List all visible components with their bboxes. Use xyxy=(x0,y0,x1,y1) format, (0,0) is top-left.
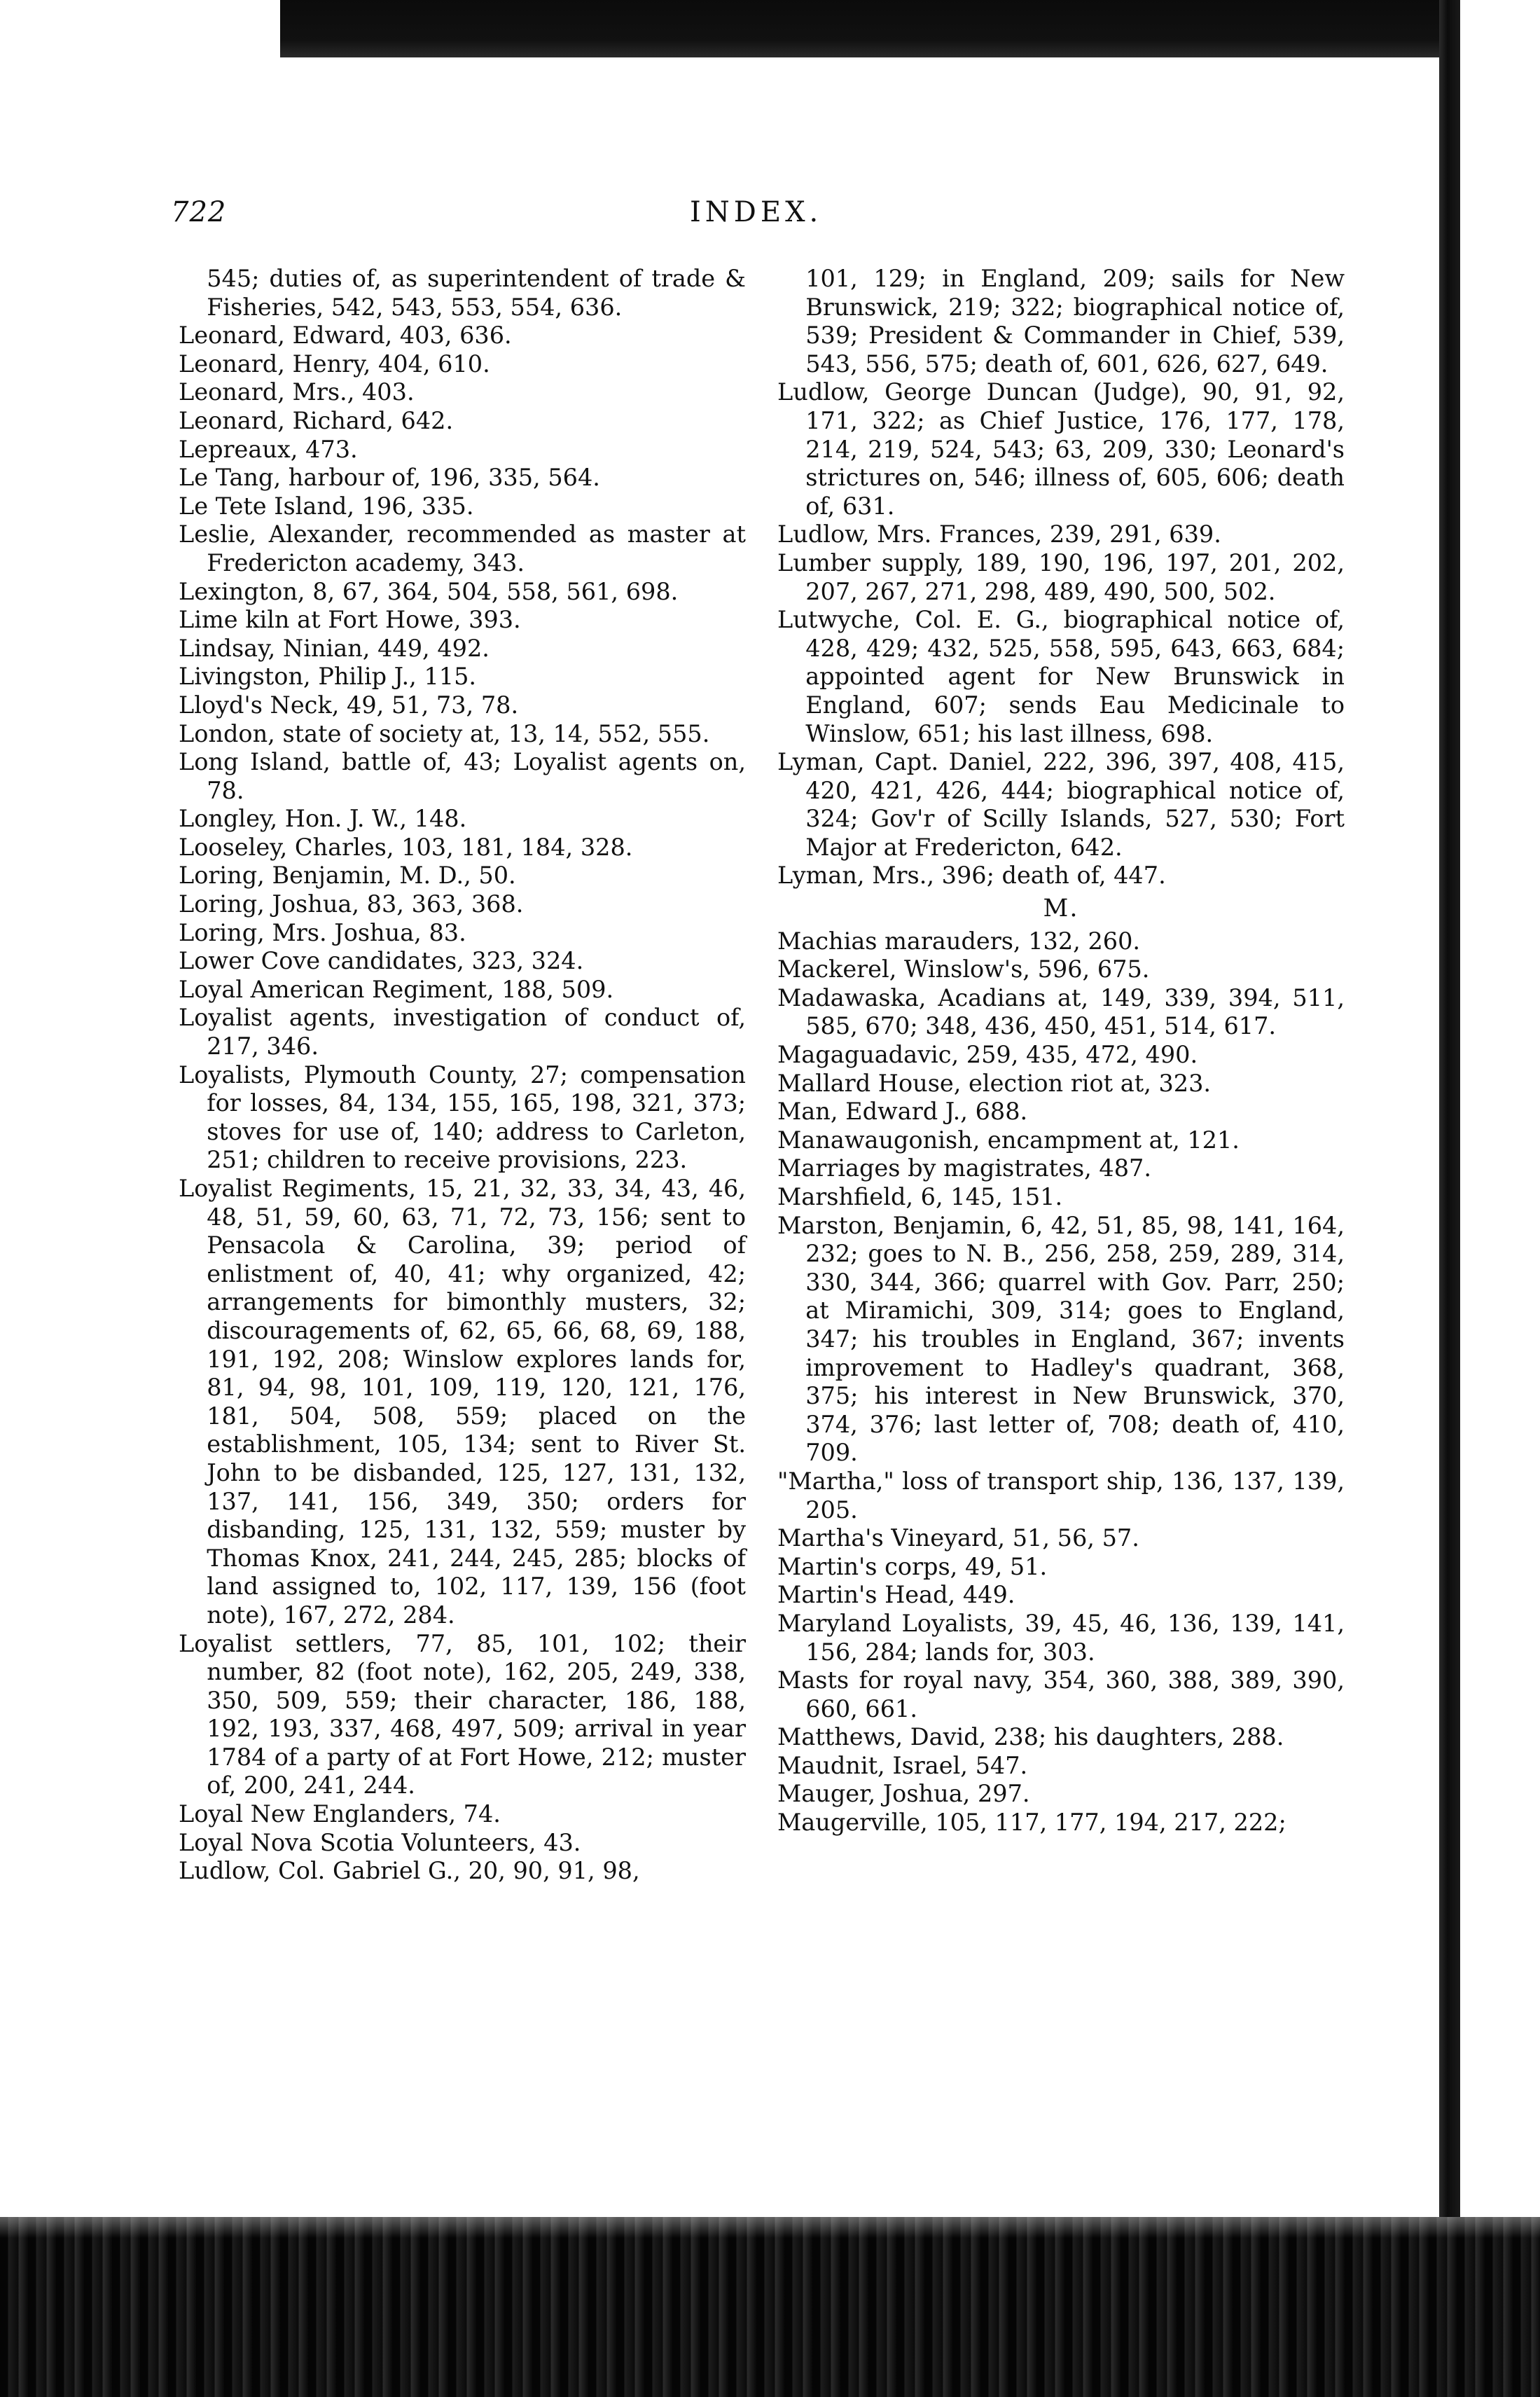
index-entry: Loyalist Regiments, 15, 21, 32, 33, 34, 43, 46, 48, 51, 59, 60, 63, 71, 72, 73, 156; sent to Pensacola & Carolina, 39; period of enlistment of, 40, 41; why organized, 42; arrangements for bimonthly musters, 32; discouragements of, 62, 65, 66, 68, 69, 188, 191, 192, 208; Winslow explores lands for, 81, 94, 98, 101, 109, 119, 120, 121, 176, 181, 504, 508, 559; placed on the establishment, 105, 134; sent to River St. John to be disbanded, 125, 127, 131, 132, 137, 141, 156, 349, 350; orders for disbanding, 125, 131, 132, 559; muster by Thomas Knox, 241, 244, 245, 285; blocks of land assigned to, 102, 117, 139, 156 (foot note), 167, 272, 284. xyxy=(179,1175,746,1629)
index-entry: Lepreaux, 473. xyxy=(179,435,358,463)
index-entry: Looseley, Charles, 103, 181, 184, 328. xyxy=(179,833,633,861)
index-entry: Mallard House, election riot at, 323. xyxy=(777,1069,1212,1097)
index-entry: Magaguadavic, 259, 435, 472, 490. xyxy=(777,1041,1198,1069)
index-entry: Marriages by magistrates, 487. xyxy=(777,1154,1152,1182)
index-entry: Ludlow, George Duncan (Judge), 90, 91, 92, 171, 322; as Chief Justice, 176, 177, 178, 214, 219, 524, 543; 63, 209, 330; Leonard's strictures on, 546; illness of, 605, 606; death of, 631. xyxy=(777,378,1345,520)
index-entry: Lindsay, Ninian, 449, 492. xyxy=(179,634,490,662)
index-entry: Ludlow, Mrs. Frances, 239, 291, 639. xyxy=(777,520,1221,548)
index-entry: Loyalist settlers, 77, 85, 101, 102; their number, 82 (foot note), 162, 205, 249, 338, 350, 509, 559; their character, 186, 188, 192, 193, 337, 468, 497, 509; arrival in year 1784 of a party of at Fort Howe, 212; muster of, 200, 241, 244. xyxy=(179,1629,746,1800)
index-entry: Long Island, battle of, 43; Loyalist agents on, 78. xyxy=(179,748,746,804)
index-entry: Matthews, David, 238; his daughters, 288. xyxy=(777,1723,1284,1751)
index-entry: Man, Edward J., 688. xyxy=(777,1098,1028,1126)
index-entry: Lyman, Mrs., 396; death of, 447. xyxy=(777,862,1166,890)
page-number: 722 xyxy=(171,196,227,228)
index-entry: Mackerel, Winslow's, 596, 675. xyxy=(777,955,1150,983)
index-entry: Masts for royal navy, 354, 360, 388, 389, 390, 660, 661. xyxy=(777,1666,1345,1722)
index-entry: Marshfield, 6, 145, 151. xyxy=(777,1183,1063,1210)
index-entry: 545; duties of, as superintendent of trade & Fisheries, 542, 543, 553, 554, 636. xyxy=(207,265,746,321)
scan-border-top xyxy=(280,0,1457,57)
index-entry: Manawaugonish, encampment at, 121. xyxy=(777,1126,1240,1154)
index-entry: Maudnit, Israel, 547. xyxy=(777,1751,1028,1779)
index-entry: Marston, Benjamin, 6, 42, 51, 85, 98, 141, 164, 232; goes to N. B., 256, 258, 259, 289, 314, 330, 344, 366; quarrel with Gov. Parr, 250; at Miramichi, 309, 314; goes to England, 347; his troubles in England, 367; invents improvement to Hadley's quadrant, 368, 375; his interest in New Brunswick, 370, 374, 376; last letter of, 708; death of, 410, 709. xyxy=(777,1211,1345,1467)
index-entry: Mauger, Joshua, 297. xyxy=(777,1780,1030,1808)
index-entry: Lyman, Capt. Daniel, 222, 396, 397, 408, 415, 420, 421, 426, 444; biographical notice of, 324; Gov'r of Scilly Islands, 527, 530; Fort Major at Fredericton, 642. xyxy=(777,748,1345,861)
index-entry: Leonard, Mrs., 403. xyxy=(179,378,415,406)
index-entry: 101, 129; in England, 209; sails for New Brunswick, 219; 322; biographical notice of, 539; President & Commander in Chief, 539, 543, 556, 575; death of, 601, 626, 627, 649. xyxy=(805,265,1345,378)
index-entry: "Martha," loss of transport ship, 136, 137, 139, 205. xyxy=(777,1467,1345,1524)
index-entry: Lutwyche, Col. E. G., biographical notice of, 428, 429; 432, 525, 558, 595, 643, 663, 684; appointed agent for New Brunswick in England, 607; sends Eau Medicinale to Winslow, 651; his last illness, 698. xyxy=(777,606,1345,747)
index-entry: Livingston, Philip J., 115. xyxy=(179,663,477,691)
index-entry: Loyalist agents, investigation of conduct of, 217, 346. xyxy=(179,1004,746,1061)
index-entry: Leslie, Alexander, recommended as master at Fredericton academy, 343. xyxy=(179,520,746,576)
index-entry: Loring, Benjamin, M. D., 50. xyxy=(179,862,516,890)
index-entry: Loyal New Englanders, 74. xyxy=(179,1800,501,1828)
index-entry: Martin's corps, 49, 51. xyxy=(777,1552,1048,1580)
index-entry: Lloyd's Neck, 49, 51, 73, 78. xyxy=(179,691,519,719)
scan-border-bottom xyxy=(0,2217,1540,2397)
index-entry: Maugerville, 105, 117, 177, 194, 217, 222; xyxy=(777,1809,1286,1837)
index-entry: Le Tete Island, 196, 335. xyxy=(179,492,474,520)
index-entry: London, state of society at, 13, 14, 552, 555. xyxy=(179,719,710,747)
index-entry: Loyal American Regiment, 188, 509. xyxy=(179,975,614,1003)
index-entry: Lexington, 8, 67, 364, 504, 558, 561, 698. xyxy=(179,577,679,605)
running-head: INDEX. xyxy=(690,196,823,228)
index-entry: Loyalists, Plymouth County, 27; compensation for losses, 84, 134, 155, 165, 198, 321, 373; stoves for use of, 140; address to Carleton, 251; children to receive provisions, 223. xyxy=(179,1061,746,1174)
index-entry: Madawaska, Acadians at, 149, 339, 394, 511, 585, 670; 348, 436, 450, 451, 514, 617. xyxy=(777,983,1345,1040)
index-entry: Le Tang, harbour of, 196, 335, 564. xyxy=(179,464,600,492)
index-entry: Leonard, Edward, 403, 636. xyxy=(179,322,512,350)
index-entry: Machias marauders, 132, 260. xyxy=(777,927,1141,955)
index-entry: Lumber supply, 189, 190, 196, 197, 201, 202, 207, 267, 271, 298, 489, 490, 500, 502. xyxy=(777,548,1345,605)
index-entry: Longley, Hon. J. W., 148. xyxy=(179,805,467,833)
index-entry: Maryland Loyalists, 39, 45, 46, 136, 139, 141, 156, 284; lands for, 303. xyxy=(777,1609,1345,1666)
index-entry: Loring, Joshua, 83, 363, 368. xyxy=(179,890,524,918)
index-entry: Martin's Head, 449. xyxy=(777,1581,1015,1609)
scan-border-right xyxy=(1439,0,1460,2319)
section-letter-heading: M. xyxy=(1043,894,1079,923)
index-column-right xyxy=(777,265,1345,1837)
index-column-left xyxy=(179,265,746,1886)
index-entry: Loyal Nova Scotia Volunteers, 43. xyxy=(179,1828,581,1856)
index-entry: Loring, Mrs. Joshua, 83. xyxy=(179,918,466,946)
index-entry: Martha's Vineyard, 51, 56, 57. xyxy=(777,1524,1139,1552)
index-entry: Lime kiln at Fort Howe, 393. xyxy=(179,606,521,634)
index-entry: Leonard, Richard, 642. xyxy=(179,406,454,434)
index-entry: Ludlow, Col. Gabriel G., 20, 90, 91, 98, xyxy=(179,1857,640,1885)
index-entry: Lower Cove candidates, 323, 324. xyxy=(179,947,584,975)
index-entry: Leonard, Henry, 404, 610. xyxy=(179,350,490,378)
